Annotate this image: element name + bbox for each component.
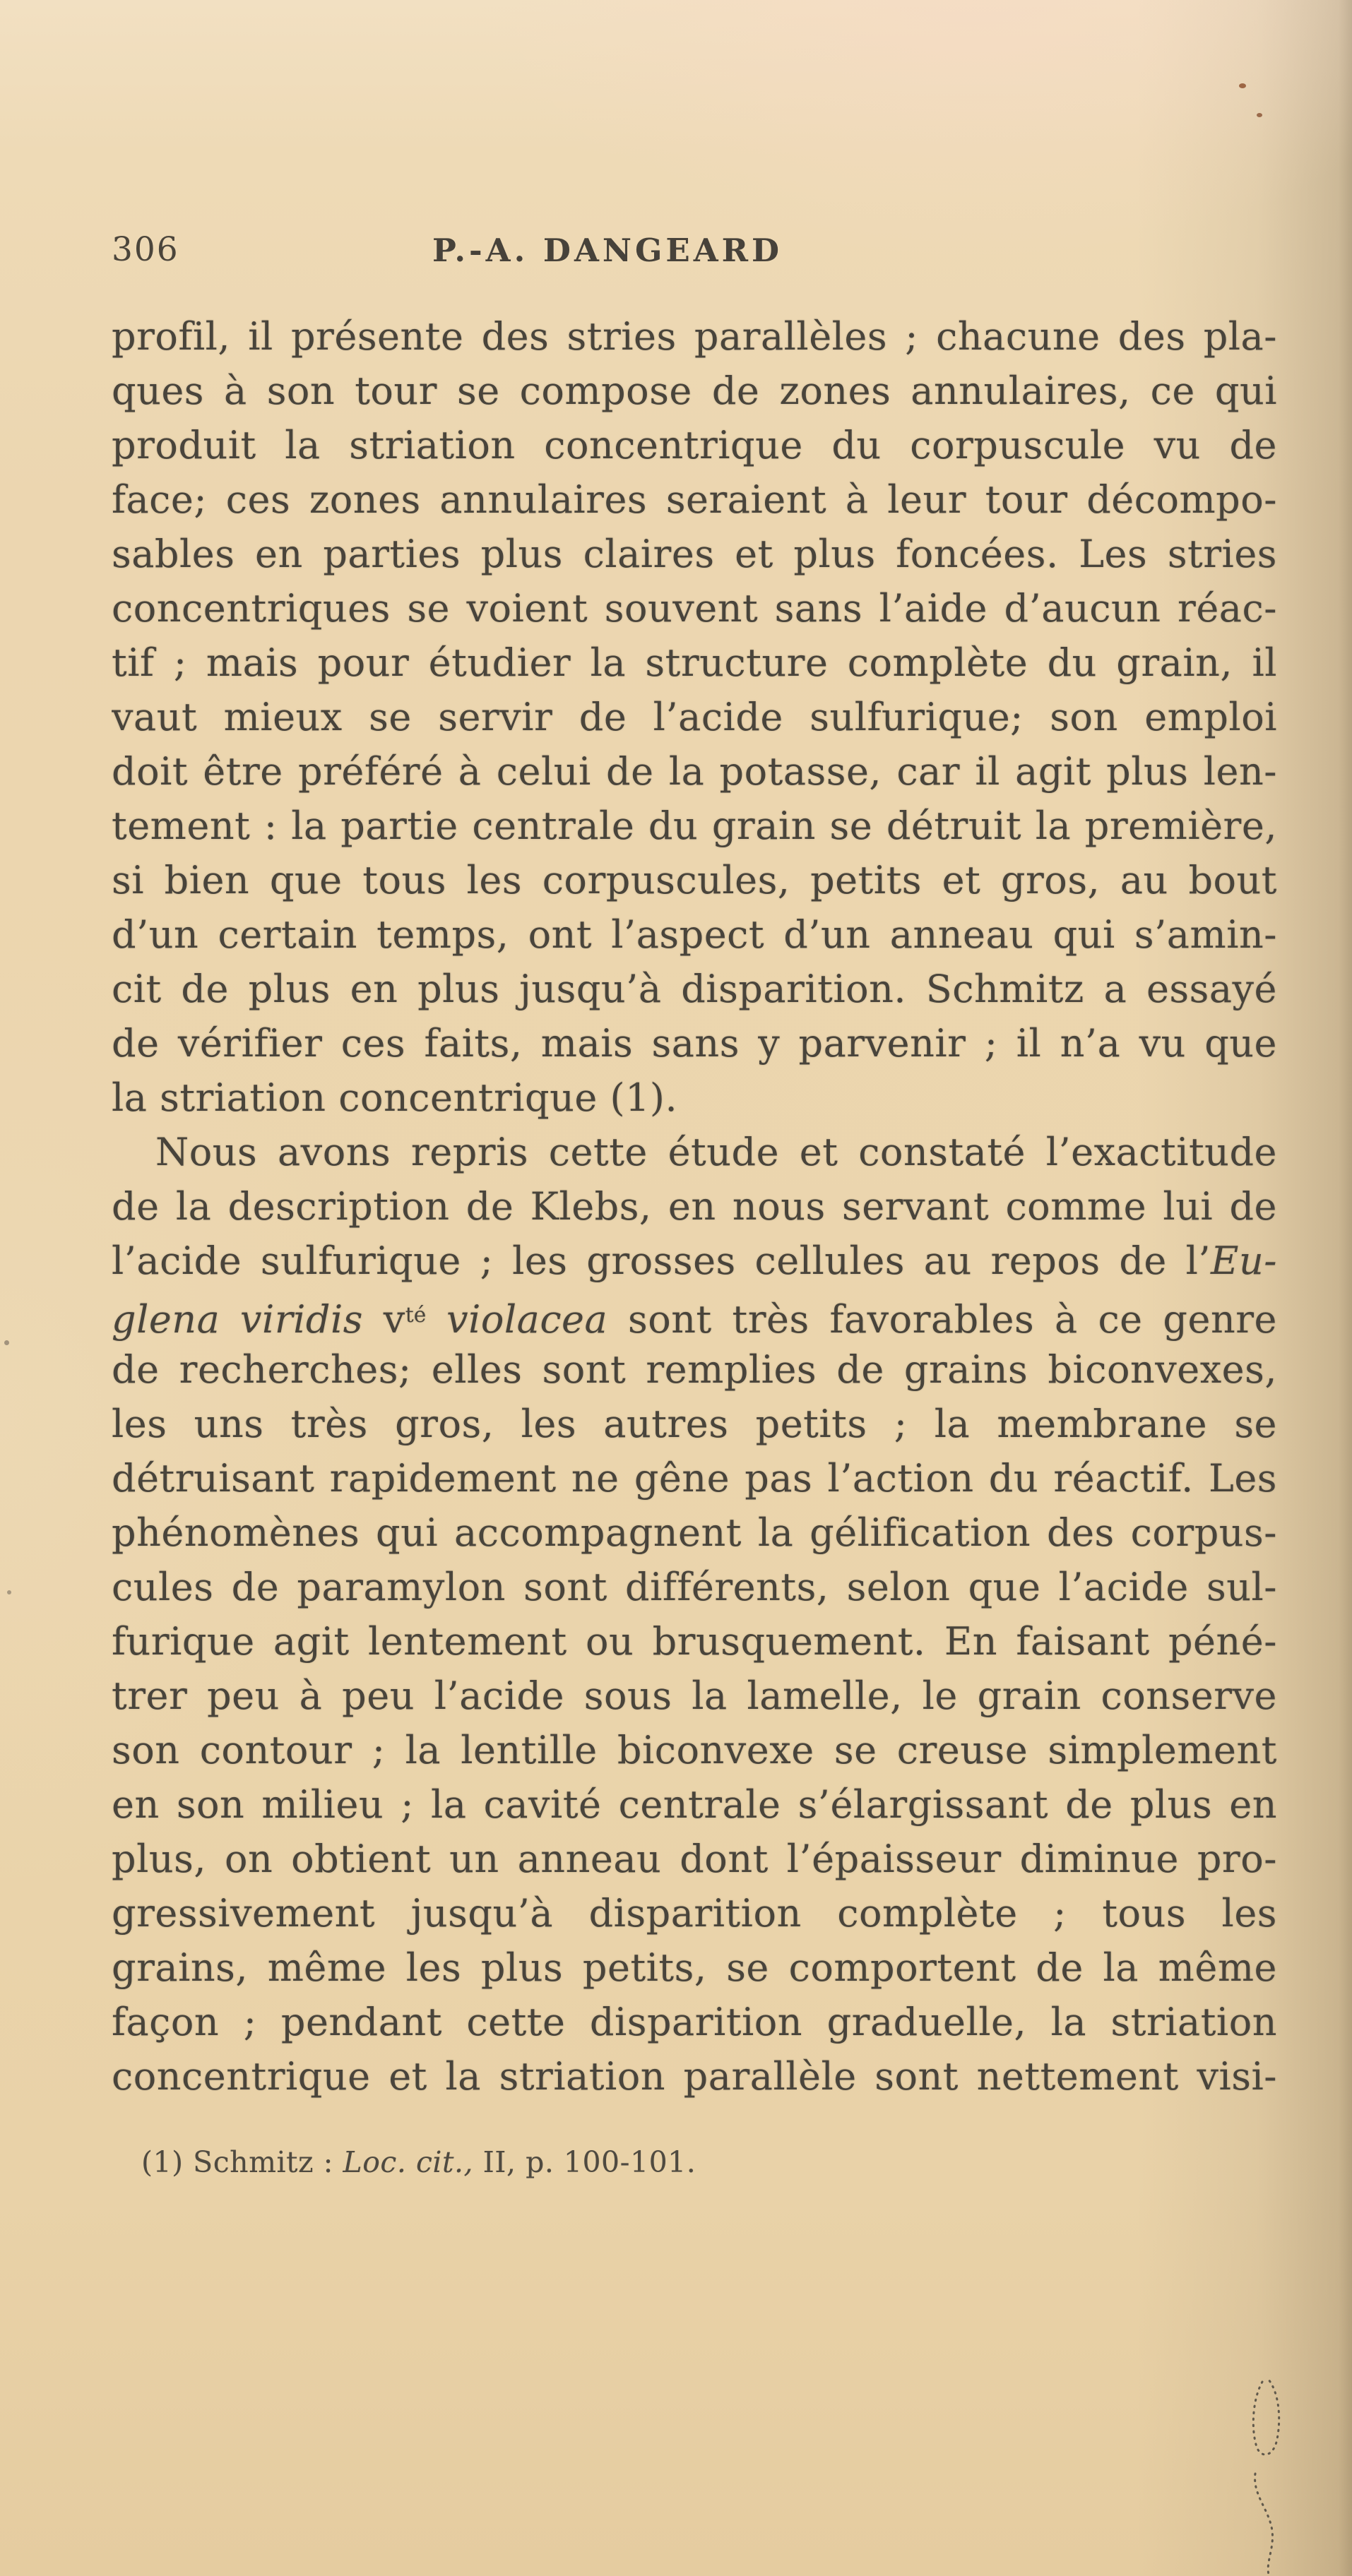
text-line: son contour ; la lentille biconvexe se creuse simplement [112, 1728, 1277, 1772]
text-line: plus, on obtient un anneau dont l’épaisseur diminue pro- [112, 1837, 1277, 1881]
text-line: Nous avons repris cette étude et constaté l’exactitude [155, 1130, 1277, 1174]
text-line: de vérifier ces faits, mais sans y parvenir ; il n’a vu que [112, 1021, 1277, 1066]
text-line: concentriques se voient souvent sans l’aide d’aucun réac- [112, 586, 1277, 631]
text-line: glena viridis $v^{té}$ violacea sont très favorables à ce genre [112, 1296, 1277, 1342]
footnote [141, 2145, 1130, 2179]
text-line: face; ces zones annulaires seraient à leur tour décompo- [112, 477, 1277, 522]
paragraph [112, 1125, 1277, 2104]
text-line: doit être préféré à celui de la potasse, car il agit plus len- [112, 749, 1277, 794]
text-line: trer peu à peu l’acide sous la lamelle, le grain conserve [112, 1674, 1277, 1718]
text-line: de recherches; elles sont remplies de grains biconvexes, [112, 1347, 1277, 1392]
footnote-text: (1) Schmitz : Loc. cit., II, p. 100-101. [141, 2145, 696, 2179]
text-line: cit de plus en plus jusqu’à disparition. Schmitz a essayé [112, 967, 1277, 1011]
text-line: tement : la partie centrale du grain se détruit la première, [112, 804, 1277, 848]
page-number: 306 [112, 230, 179, 269]
text-line: tif ; mais pour étudier la structure complète du grain, il [112, 640, 1277, 685]
paper-speck [4, 1340, 9, 1345]
text-line: les uns très gros, les autres petits ; la membrane se [112, 1402, 1277, 1446]
text-line: phénomènes qui accompagnent la gélification des corpus- [112, 1510, 1277, 1555]
text-line: l’acide sulfurique ; les grosses cellules au repos de l’Eu- [112, 1239, 1277, 1283]
text-line: si bien que tous les corpuscules, petits et gros, au bout [112, 858, 1277, 902]
text-line: gressivement jusqu’à disparition complète ; tous les [112, 1891, 1277, 1936]
text-line: la striation concentrique (1). [112, 1075, 678, 1120]
running-title: P.-A. DANGEARD [432, 232, 783, 269]
text-line: sables en parties plus claires et plus foncées. Les stries [112, 532, 1277, 576]
paper-speck [1239, 83, 1246, 88]
text-line: en son milieu ; la cavité centrale s’élargissant de plus en [112, 1782, 1277, 1827]
text-line: produit la striation concentrique du corpuscule vu de [112, 423, 1277, 467]
paper-speck [7, 1590, 11, 1594]
text-line: d’un certain temps, ont l’aspect d’un anneau qui s’amin- [112, 912, 1277, 957]
text-line: concentrique et la striation parallèle sont nettement visi- [112, 2054, 1277, 2099]
text-line: vaut mieux se servir de l’acide sulfurique; son emploi [112, 695, 1277, 739]
body-text [112, 309, 1277, 2104]
paragraph [112, 309, 1277, 1125]
text-line: grains, même les plus petits, se comportent de la même [112, 1945, 1277, 1990]
ink-doodle-marks [1226, 2350, 1317, 2576]
text-line: de la description de Klebs, en nous servant comme lui de [112, 1184, 1277, 1229]
paper-speck [1257, 113, 1262, 117]
text-line: détruisant rapidement ne gêne pas l’action du réactif. Les [112, 1456, 1277, 1501]
text-line: furique agit lentement ou brusquement. En faisant péné- [112, 1619, 1277, 1664]
text-line: façon ; pendant cette disparition graduelle, la striation [112, 2000, 1277, 2044]
page-header [0, 230, 1352, 287]
text-line: cules de paramylon sont différents, selon que l’acide sul- [112, 1565, 1277, 1609]
text-line: profil, il présente des stries parallèles ; chacune des pla- [112, 314, 1277, 359]
text-line: ques à son tour se compose de zones annulaires, ce qui [112, 369, 1277, 413]
